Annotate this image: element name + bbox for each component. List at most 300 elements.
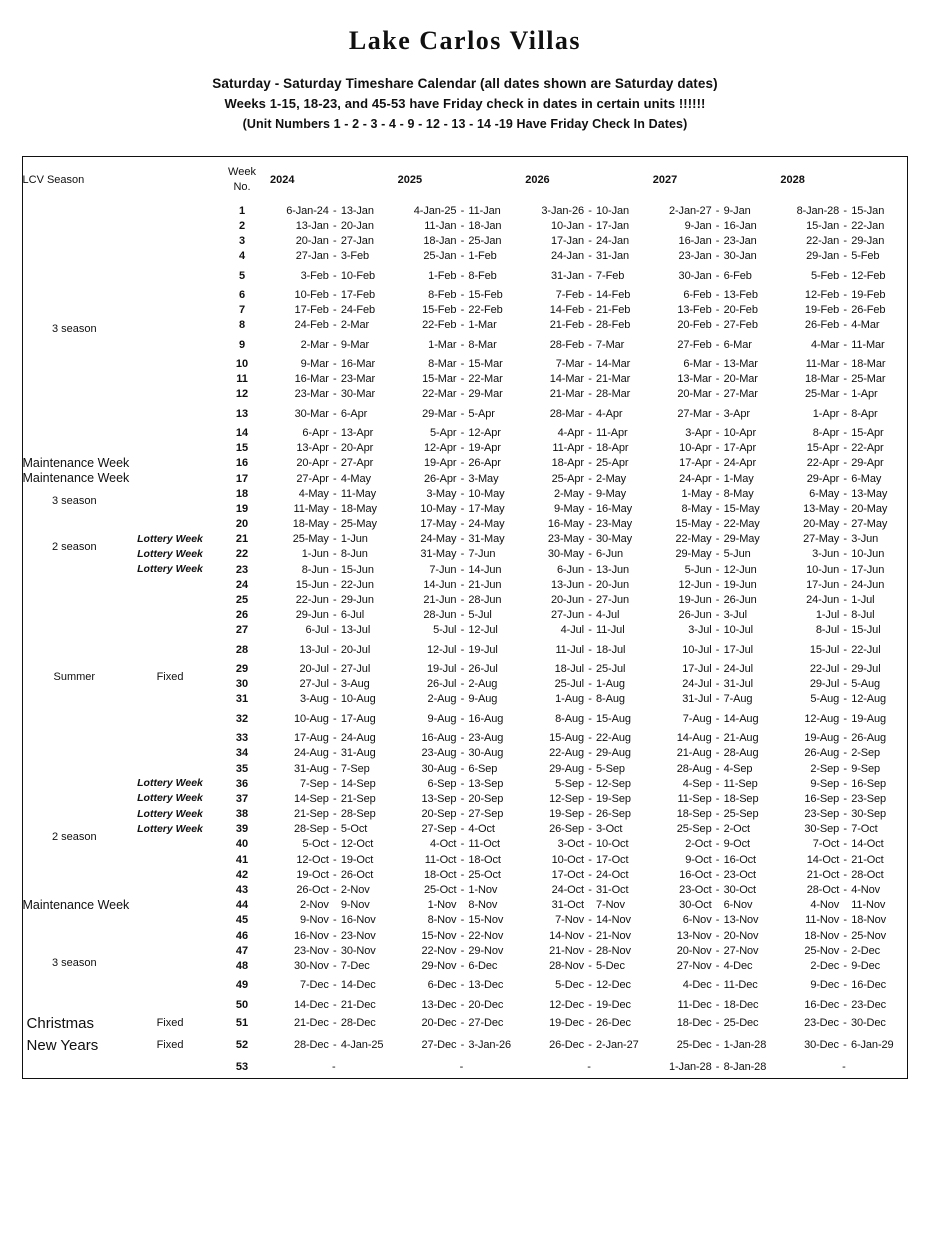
date-cell: 4-Jul - 11-Jul <box>560 624 625 637</box>
date-cell: 14-Dec - 21-Dec <box>293 998 376 1011</box>
date-cell: 31-Aug - 7-Sep <box>293 762 370 775</box>
date-cell: 26-Jul - 2-Aug <box>427 678 498 691</box>
date-cell: 23-Aug - 30-Aug <box>421 747 504 760</box>
date-cell: 27-Jul - 3-Aug <box>299 678 370 691</box>
week-number: 31 <box>235 693 249 706</box>
date-cell: 25-Oct - 1-Nov <box>423 884 498 897</box>
band-content <box>214 486 908 516</box>
date-cell: 9-Aug - 16-Aug <box>427 712 504 725</box>
date-cell: 12-Aug - 19-Aug <box>804 712 887 725</box>
date-cell: 19-Jul - 26-Jul <box>427 663 498 676</box>
week-number: 30 <box>235 678 249 691</box>
table-row <box>214 731 908 746</box>
date-cell: 28-Mar - 4-Apr <box>549 407 623 420</box>
date-cell: 17-Oct - 24-Oct <box>551 868 629 881</box>
date-cell: 11-Oct - 18-Oct <box>424 853 501 866</box>
date-cell: 27-Mar - 3-Apr <box>677 407 750 420</box>
season-label: 2 season <box>51 540 97 553</box>
date-cell: 13-Mar - 20-Mar <box>677 373 758 386</box>
date-cell: 24-Jun - 1-Jul <box>806 594 875 607</box>
table-row <box>214 997 908 1012</box>
date-cell: 26-Apr - 3-May <box>423 472 499 485</box>
season-band <box>22 1012 908 1034</box>
table-header-row <box>22 157 908 204</box>
date-cell: 12-Feb - 19-Feb <box>804 288 886 301</box>
date-cell: 25-Jan - 1-Feb <box>423 250 497 263</box>
date-cell: 14-Feb - 21-Feb <box>549 304 631 317</box>
date-cell: 24-Jul - 31-Jul <box>682 678 753 691</box>
date-cell: 3-May - 10-May <box>426 487 505 500</box>
date-cell: 13-May - 20-May <box>803 502 888 515</box>
date-cell: 11-Sep - 18-Sep <box>677 792 759 805</box>
note-label <box>126 913 214 1012</box>
season-label: Summer <box>53 670 96 683</box>
date-cell: 1-May - 8-May <box>681 487 754 500</box>
date-cell: 7-Mar - 14-Mar <box>555 357 631 370</box>
date-cell: 29-Aug - 5-Sep <box>549 762 625 775</box>
date-cell: 26-Feb - 4-Mar <box>804 319 880 332</box>
week-number: 17 <box>235 472 249 485</box>
week-number: 53 <box>235 1061 249 1074</box>
date-cell: 28-Nov - 5-Dec <box>549 959 625 972</box>
season-label: New Years <box>26 1036 99 1054</box>
date-cell: 25-Mar - 1-Apr <box>804 388 878 401</box>
table-row <box>214 517 908 532</box>
date-cell: 8-Feb - 15-Feb <box>428 288 503 301</box>
date-cell: 18-Apr - 25-Apr <box>551 457 629 470</box>
date-cell: 19-Sep - 26-Sep <box>549 808 631 821</box>
date-cell: 9-Jan - 16-Jan <box>684 219 757 232</box>
band-content <box>214 913 908 1012</box>
date-cell: 17-Apr - 24-Apr <box>679 457 757 470</box>
date-cell: 2-Nov 9-Nov <box>299 899 370 912</box>
date-cell: 18-Jul - 25-Jul <box>554 663 626 676</box>
week-number: 34 <box>235 747 249 760</box>
week-number: 21 <box>235 533 249 546</box>
week-number: 1 <box>238 204 246 217</box>
note-label <box>126 1056 214 1079</box>
date-cell: 7-Sep - 14-Sep <box>299 777 376 790</box>
date-cell: 20-Jul - 27-Jul <box>299 663 371 676</box>
date-cell: 7-Feb - 14-Feb <box>555 288 631 301</box>
date-cell: 22-Mar - 29-Mar <box>422 388 503 401</box>
week-number: 37 <box>235 792 249 805</box>
note-label: Lottery Week Lottery Week Lottery Week Lottery Week <box>137 777 203 835</box>
date-cell: 17-Aug - 24-Aug <box>293 732 376 745</box>
date-cell: 22-Jan - 29-Jan <box>806 234 885 247</box>
date-cell: 8-Jul - 15-Jul <box>815 624 881 637</box>
date-cell: 6-Jun - 13-Jun <box>556 563 630 576</box>
week-number: 29 <box>235 663 249 676</box>
date-cell: 25-Jul - 1-Aug <box>554 678 625 691</box>
week-number: 4 <box>238 250 246 263</box>
date-cell: 10-Jul - 17-Jul <box>682 643 753 656</box>
date-cell: 22-Apr - 29-Apr <box>806 457 884 470</box>
date-cell: 16-Nov - 23-Nov <box>293 929 376 942</box>
season-label <box>22 1056 126 1079</box>
band-content <box>214 577 908 776</box>
table-row <box>214 898 908 913</box>
week-group <box>214 456 908 486</box>
date-cell: 2-May - 9-May <box>553 487 627 500</box>
table-row <box>214 501 908 516</box>
week-number: 50 <box>235 998 249 1011</box>
table-row <box>214 441 908 456</box>
date-cell: 19-Feb - 26-Feb <box>804 304 886 317</box>
week-number: 8 <box>238 319 246 332</box>
date-cell: 19-Aug - 26-Aug <box>804 732 887 745</box>
date-cell: 10-Aug - 17-Aug <box>293 712 376 725</box>
date-cell: 3-Oct - 10-Oct <box>557 838 629 851</box>
week-number: 49 <box>235 979 249 992</box>
week-number: 16 <box>235 457 249 470</box>
band-content <box>214 776 908 898</box>
date-cell: 27-Sep - 4-Oct <box>421 823 495 836</box>
date-cell: 20-Jun - 27-Jun <box>550 594 630 607</box>
date-cell: 8-Apr - 15-Apr <box>812 426 884 439</box>
table-row <box>214 707 908 731</box>
date-cell: 18-Jan - 25-Jan <box>423 234 502 247</box>
season-label: 3 season <box>51 323 97 336</box>
date-cell: 19-Dec - 26-Dec <box>549 1017 631 1030</box>
table-row <box>214 486 908 501</box>
header-year-2025: 2025 <box>397 174 423 186</box>
date-cell: 3-Aug - 10-Aug <box>299 693 376 706</box>
date-cell: 23-Dec - 30-Dec <box>804 1017 886 1030</box>
date-cell: 28-Jun - 5-Jul <box>423 609 492 622</box>
date-cell: 6-Nov - 13-Nov <box>682 914 759 927</box>
date-cell: 2-Dec - 9-Dec <box>810 959 881 972</box>
date-cell: 7-Jun - 14-Jun <box>429 563 502 576</box>
table-row <box>214 974 908 998</box>
date-cell: 2-Sep - 9-Sep <box>810 762 881 775</box>
calendar-body <box>22 157 908 1079</box>
table-row <box>214 776 908 791</box>
date-cell: 3-Jan-26 - 10-Jan <box>541 204 630 217</box>
week-number: 10 <box>235 357 249 370</box>
date-cell: 8-May - 15-May <box>681 502 760 515</box>
date-cell: 2-Jan-27 - 9-Jan <box>668 204 751 217</box>
date-cell: 7-Dec - 14-Dec <box>299 979 376 992</box>
maintenance-band <box>22 898 908 913</box>
date-cell: 15-Jul - 22-Jul <box>809 643 881 656</box>
date-cell: 10-Jan - 17-Jan <box>550 219 630 232</box>
date-cell: 9-Sep - 16-Sep <box>810 777 887 790</box>
table-row <box>214 387 908 402</box>
date-cell: 6-Feb - 13-Feb <box>683 288 758 301</box>
date-cell: 27-Apr - 4-May <box>296 472 371 485</box>
week-number: 42 <box>235 868 249 881</box>
date-cell: 20-Apr - 27-Apr <box>296 457 374 470</box>
table-row <box>214 402 908 426</box>
table-row <box>214 547 908 562</box>
season-band <box>22 1056 908 1079</box>
week-number: 22 <box>235 548 249 561</box>
table-row <box>214 837 908 852</box>
date-cell: 6-Jul - 13-Jul <box>305 624 371 637</box>
date-cell: 11-Dec - 18-Dec <box>677 998 759 1011</box>
week-number: 25 <box>235 594 249 607</box>
date-cell: 6-Mar - 13-Mar <box>683 357 758 370</box>
date-cell: 31-Jan - 7-Feb <box>550 269 625 282</box>
date-cell: 6-May - 13-May <box>809 487 888 500</box>
date-cell: 20-Jan - 27-Jan <box>295 234 374 247</box>
table-row <box>214 203 908 218</box>
season-label: 3 season <box>51 495 97 508</box>
date-cell: 12-Oct - 19-Oct <box>296 853 374 866</box>
season-band <box>22 913 908 1012</box>
date-cell: 3-Apr - 10-Apr <box>685 426 757 439</box>
date-cell: 5-Apr - 12-Apr <box>430 426 501 439</box>
header-year-2024: 2024 <box>270 174 295 186</box>
date-cell: 25-May - 1-Jun <box>292 533 368 546</box>
date-cell: 15-Apr - 22-Apr <box>806 442 884 455</box>
date-cell: 21-Aug - 28-Aug <box>676 747 759 760</box>
date-cell: 26-Dec - 2-Jan-27 <box>549 1039 639 1052</box>
date-cell: 13-Dec - 20-Dec <box>421 998 504 1011</box>
date-cell: 17-Jul - 24-Jul <box>682 663 753 676</box>
date-cell: 5-Jul - 12-Jul <box>433 624 498 637</box>
date-cell: 9-Oct - 16-Oct <box>685 853 757 866</box>
date-cell: 11-Jul - 18-Jul <box>555 643 626 656</box>
date-cell: 16-Mar - 23-Mar <box>294 373 376 386</box>
date-cell: 16-May - 23-May <box>547 518 633 531</box>
table-row <box>214 592 908 607</box>
date-cell: 15-Aug - 22-Aug <box>549 732 631 745</box>
table-row <box>214 608 908 623</box>
week-group <box>214 898 908 913</box>
date-cell: 25-Sep - 2-Oct <box>676 823 750 836</box>
date-cell: 12-Apr - 19-Apr <box>423 442 501 455</box>
page-title: Lake Carlos Villas <box>348 26 582 55</box>
date-cell: - <box>332 1061 336 1074</box>
table-row <box>214 318 908 333</box>
week-group <box>214 577 908 776</box>
table-row <box>214 867 908 882</box>
note-label: Lottery Week Lottery Week Lottery Week <box>137 532 203 576</box>
date-cell: 20-Feb - 27-Feb <box>677 319 758 332</box>
date-cell: - <box>842 1061 846 1074</box>
subtitle-line-1: Saturday - Saturday Timeshare Calendar (all dates shown are Saturday dates) <box>212 76 718 91</box>
table-row <box>214 822 908 837</box>
date-cell: 29-Apr - 6-May <box>806 472 882 485</box>
date-cell: 21-Nov - 28-Nov <box>549 944 631 957</box>
date-cell: 16-Jan - 23-Jan <box>678 234 757 247</box>
table-row <box>214 746 908 761</box>
week-number: 12 <box>235 388 249 401</box>
date-cell: 1-Feb - 8-Feb <box>428 269 497 282</box>
date-cell: 22-Jul - 29-Jul <box>809 663 881 676</box>
subtitle-block <box>0 74 930 134</box>
date-cell: 14-Jun - 21-Jun <box>423 578 502 591</box>
date-cell: 27-Nov - 4-Dec <box>676 959 753 972</box>
date-cell: 13-Jan - 20-Jan <box>295 219 374 232</box>
date-cell: 12-Sep - 19-Sep <box>549 792 631 805</box>
date-cell: 12-Jun - 19-Jun <box>678 578 757 591</box>
date-cell: 13-Apr - 20-Apr <box>296 442 374 455</box>
date-cell: 17-Jan - 24-Jan <box>550 234 630 247</box>
date-cell: 21-Jun - 28-Jun <box>423 594 502 607</box>
date-cell: 29-Jun - 6-Jul <box>295 609 365 622</box>
date-cell: 28-Dec - 4-Jan-25 <box>293 1039 384 1052</box>
band-content <box>214 203 908 456</box>
date-cell: 28-Sep - 5-Oct <box>293 823 368 836</box>
date-cell: 26-Aug - 2-Sep <box>804 747 881 760</box>
date-cell: 14-Sep - 21-Sep <box>293 792 376 805</box>
table-row <box>214 218 908 233</box>
date-cell: 27-Jan - 3-Feb <box>295 250 370 263</box>
date-cell: 22-Feb - 1-Mar <box>422 319 497 332</box>
date-cell: 28-Feb - 7-Mar <box>549 338 625 351</box>
date-cell: 6-Dec - 13-Dec <box>427 979 504 992</box>
date-cell: 5-Oct - 12-Oct <box>302 838 374 851</box>
date-cell: 25-Apr - 2-May <box>551 472 627 485</box>
season-label: 3 season <box>51 956 97 969</box>
date-cell: 20-May - 27-May <box>803 518 888 531</box>
note-label: Fixed <box>156 1017 184 1030</box>
date-cell: 21-Sep - 28-Sep <box>293 808 376 821</box>
table-row <box>214 302 908 317</box>
date-cell: 13-Feb - 20-Feb <box>677 304 758 317</box>
header-note-column <box>126 157 214 204</box>
week-number: 38 <box>235 808 249 821</box>
date-cell: 24-Apr - 1-May <box>679 472 754 485</box>
date-cell: 21-Mar - 28-Mar <box>549 388 631 401</box>
header-week-no: Week No. <box>228 166 256 193</box>
date-cell: 1-Jun - 8-Jun <box>301 548 368 561</box>
header-year-2028: 2028 <box>780 174 805 186</box>
week-number: 32 <box>235 712 249 725</box>
date-cell: 13-Jun - 20-Jun <box>550 578 630 591</box>
date-cell: 17-Feb - 24-Feb <box>294 304 376 317</box>
date-cell: 4-Nov 11-Nov <box>810 899 886 912</box>
date-cell: 26-Sep - 3-Oct <box>549 823 623 836</box>
week-number: 9 <box>238 338 246 351</box>
week-group <box>214 486 908 516</box>
date-cell: 7-Nov - 14-Nov <box>555 914 631 927</box>
header-lcv-season: LCV Season <box>22 174 85 186</box>
season-band <box>22 1034 908 1056</box>
date-cell: 20-Mar - 27-Mar <box>677 388 758 401</box>
maintenance-week-label: Maintenance Week <box>22 897 130 912</box>
date-cell: 3-Jun - 10-Jun <box>812 548 885 561</box>
week-number: 52 <box>235 1039 249 1052</box>
week-number: 20 <box>235 518 249 531</box>
season-band <box>22 517 908 578</box>
note-label <box>126 203 214 456</box>
note-label: Fixed <box>156 1039 184 1052</box>
date-cell: 19-Jun - 26-Jun <box>678 594 757 607</box>
week-number: 51 <box>235 1017 249 1030</box>
week-number: 11 <box>236 373 248 386</box>
table-row <box>214 532 908 547</box>
date-cell: 22-Jun - 29-Jun <box>295 594 374 607</box>
season-band <box>22 203 908 456</box>
date-cell: 18-Nov - 25-Nov <box>804 929 887 942</box>
date-cell: 4-May - 11-May <box>298 487 377 500</box>
week-group <box>214 913 908 1012</box>
season-band <box>22 577 908 776</box>
date-cell: 5-Dec - 12-Dec <box>555 979 631 992</box>
date-cell: 14-Aug - 21-Aug <box>676 732 759 745</box>
date-cell: 7-Oct - 14-Oct <box>812 838 884 851</box>
week-number: 35 <box>235 762 249 775</box>
date-cell: 23-May - 30-May <box>547 533 633 546</box>
subtitle-line-3: (Unit Numbers 1 - 2 - 3 - 4 - 9 - 12 - 13 - 14 -19 Have Friday Check In Dates) <box>242 117 688 131</box>
date-cell: 17-Jun - 24-Jun <box>806 578 885 591</box>
date-cell: 15-Jan - 22-Jan <box>806 219 885 232</box>
date-cell: 29-Jul - 5-Aug <box>809 678 881 691</box>
header-year-2026: 2026 <box>525 174 550 186</box>
week-number: 6 <box>238 288 246 301</box>
date-cell: 8-Mar - 15-Mar <box>428 357 503 370</box>
week-number: 2 <box>238 219 246 232</box>
note-label <box>126 486 214 516</box>
date-cell: 22-Nov - 29-Nov <box>421 944 504 957</box>
table-row <box>214 791 908 806</box>
date-cell: 10-Oct - 17-Oct <box>551 853 629 866</box>
date-cell: 20-Nov - 27-Nov <box>676 944 759 957</box>
table-row <box>214 356 908 371</box>
table-row <box>214 233 908 248</box>
date-cell: 11-Nov - 18-Nov <box>805 914 887 927</box>
band-content <box>214 517 908 578</box>
date-cell: - <box>587 1061 591 1074</box>
date-cell: 14-Mar - 21-Mar <box>549 373 631 386</box>
date-cell: 25-Dec - 1-Jan-28 <box>676 1039 767 1052</box>
date-cell: 1-Mar - 8-Mar <box>428 338 497 351</box>
date-cell: 30-Mar - 6-Apr <box>294 407 368 420</box>
date-cell: 13-Nov - 20-Nov <box>676 929 759 942</box>
date-cell: 22-May - 29-May <box>675 533 760 546</box>
date-cell: 28-Oct - 4-Nov <box>806 884 881 897</box>
date-cell: 15-May - 22-May <box>675 518 760 531</box>
date-cell: 11-May - 18-May <box>293 502 377 515</box>
date-cell: 30-Aug - 6-Sep <box>421 762 498 775</box>
date-cell: 4-Jan-25 - 11-Jan <box>413 204 501 217</box>
date-cell: 3-Jul - 10-Jul <box>688 624 753 637</box>
week-number: 45 <box>235 914 249 927</box>
date-cell: 14-Nov - 21-Nov <box>549 929 631 942</box>
date-cell: 9-Mar - 16-Mar <box>300 357 376 370</box>
date-cell: 11-Mar - 18-Mar <box>805 357 886 370</box>
date-cell: 15-Jun - 22-Jun <box>295 578 374 591</box>
date-cell: 20-Dec - 27-Dec <box>421 1017 504 1030</box>
table-row <box>214 913 908 928</box>
date-cell: 7-Aug - 14-Aug <box>682 712 759 725</box>
week-number: 26 <box>235 609 249 622</box>
date-cell: 24-Aug - 31-Aug <box>293 747 376 760</box>
date-cell: 15-Mar - 22-Mar <box>422 373 503 386</box>
table-row <box>214 882 908 897</box>
date-cell: 1-Nov 8-Nov <box>427 899 498 912</box>
date-cell: 6-Apr - 13-Apr <box>302 426 374 439</box>
date-cell: 5-Aug - 12-Aug <box>810 693 887 706</box>
maintenance-band <box>22 456 908 486</box>
date-cell: 18-Dec - 25-Dec <box>676 1017 759 1030</box>
table-row <box>214 761 908 776</box>
date-cell: 10-May - 17-May <box>420 502 505 515</box>
date-cell: 13-Sep - 20-Sep <box>421 792 504 805</box>
date-cell: 21-Dec - 28-Dec <box>293 1017 376 1030</box>
table-row <box>214 333 908 357</box>
date-cell: 18-Oct - 25-Oct <box>423 868 501 881</box>
date-cell: 26-Jun - 3-Jul <box>678 609 747 622</box>
date-cell: 24-Oct - 31-Oct <box>551 884 629 897</box>
week-number: 27 <box>235 624 249 637</box>
date-cell: 4-Apr - 11-Apr <box>557 426 628 439</box>
date-cell: 2-Aug - 9-Aug <box>427 693 498 706</box>
